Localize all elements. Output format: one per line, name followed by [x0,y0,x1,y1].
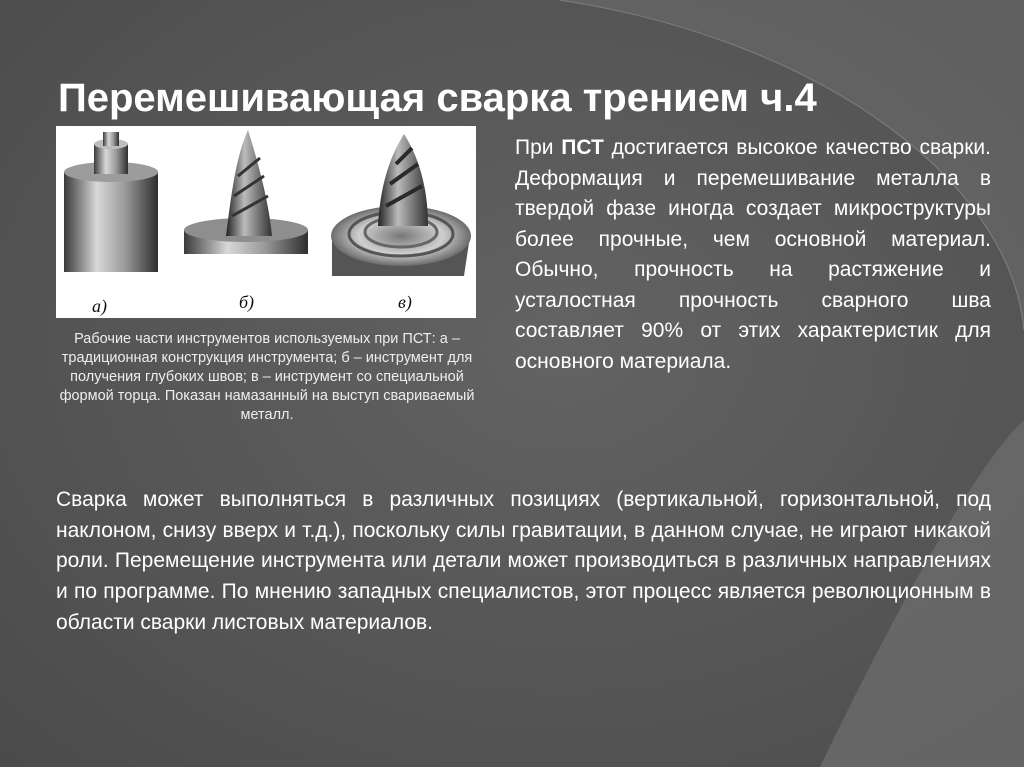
figure-label-c: в) [398,292,412,312]
positions-paragraph: Сварка может выполняться в различных позициях (вертикальной, горизонтальной, под наклоном, снизу вверх и т.д.), поскольку силы гравитации, в данном случае, не играют никакой роли. Перемещение инструмента или детали может производиться в различных направлениях и по программе. По мнению западных специалистов, этот процесс является революционным в области сварки листовых материалов. [56,488,991,634]
tool-photo [56,126,476,318]
quality-paragraph [515,133,991,377]
tool-b-image [184,130,308,254]
quality-paragraph-abbreviation: ПСТ [561,136,604,159]
figure-label-a: а) [92,296,107,316]
quality-paragraph-rest: достигается высокое качество сварки. Деформация и перемешивание металла в твердой фазе иногда создает микроструктуры более прочные, чем основной материал. Обычно, прочность на растяжение и усталостная прочность сварного шва составляет 90% от этих характеристик для основного материала. [515,136,991,373]
tool-a-image [64,132,158,272]
slide-title: Перемешивающая сварка трением ч.4 [58,76,817,120]
quality-paragraph-start: При [515,136,554,159]
figure-caption: Рабочие части инструментов используемых при ПСТ: а – традиционная конструкция инструмента; б – инструмент для получения глубоких швов; в – инструмент со специальной формой торца. Показан намазанный на выступ свариваемый металл. [59,331,475,423]
tool-c-image [331,134,471,276]
figure-label-b: б) [239,292,255,312]
